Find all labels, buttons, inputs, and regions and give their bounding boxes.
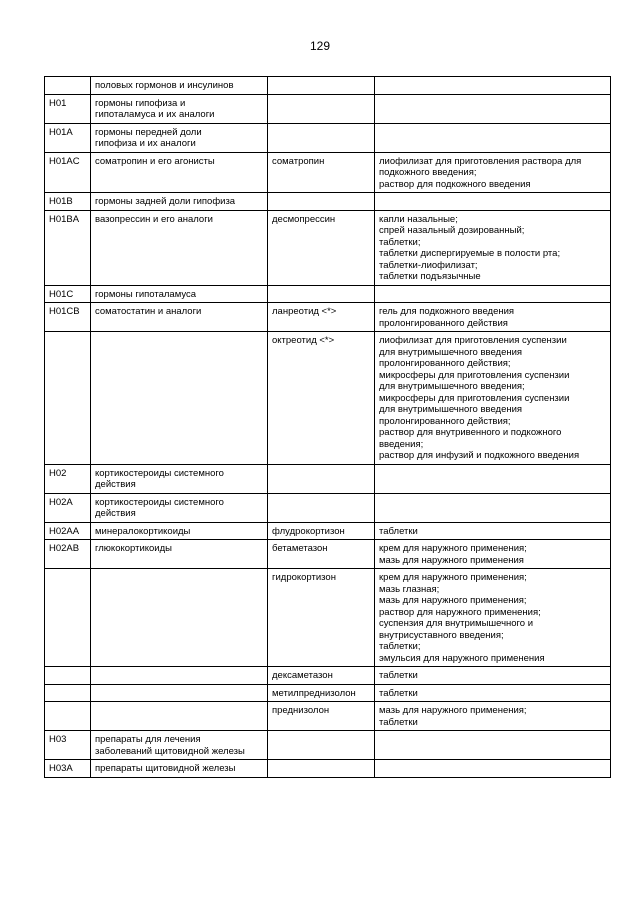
drug-name-cell: десмопрессин xyxy=(268,210,375,285)
table-row xyxy=(45,332,611,465)
dosage-forms-cell xyxy=(375,210,611,285)
drug-name-cell xyxy=(268,123,375,152)
atc-code-cell: H01BA xyxy=(45,210,91,285)
atc-code-cell: H01AC xyxy=(45,152,91,193)
anatomical-group-cell xyxy=(91,684,268,702)
group-text-line: кортикостероиды системного xyxy=(95,496,224,508)
dosage-form-line: спрей назальный дозированный; xyxy=(379,225,525,236)
anatomical-group-cell xyxy=(91,77,268,95)
drug-name-cell: флудрокортизон xyxy=(268,522,375,540)
drug-name-cell: преднизолон xyxy=(268,702,375,731)
dosage-form-line: подкожного введения; xyxy=(379,167,477,178)
dosage-forms-cell xyxy=(375,77,611,95)
atc-code-cell: H01CB xyxy=(45,303,91,332)
group-text-line: соматропин и его агонисты xyxy=(95,155,215,167)
atc-code-cell: H01A xyxy=(45,123,91,152)
dosage-form-line: капли назальные; xyxy=(379,213,458,225)
dosage-forms-cell xyxy=(375,760,611,778)
drug-name-cell: гидрокортизон xyxy=(268,569,375,667)
table-row xyxy=(45,303,611,332)
atc-code-cell: H01C xyxy=(45,285,91,303)
table-row xyxy=(45,522,611,540)
dosage-forms-cell xyxy=(375,522,611,540)
dosage-form-line: пролонгированного действия xyxy=(379,317,508,329)
group-text-line: действия xyxy=(95,508,136,519)
dosage-form-line: гель для подкожного введения xyxy=(379,306,515,317)
dosage-form-line: мазь глазная; xyxy=(379,583,440,595)
dosage-forms-cell xyxy=(375,303,611,332)
table-row xyxy=(45,94,611,123)
medication-table xyxy=(44,76,611,778)
drug-name-cell xyxy=(268,193,375,211)
anatomical-group-cell xyxy=(91,464,268,493)
dosage-form-line: мазь для наружного применения xyxy=(379,554,524,566)
table-row xyxy=(45,152,611,193)
anatomical-group-cell xyxy=(91,332,268,465)
atc-code-cell: H01 xyxy=(45,94,91,123)
atc-code-cell: H02 xyxy=(45,464,91,493)
drug-name-cell: дексаметазон xyxy=(268,667,375,685)
dosage-form-line: таблетки xyxy=(379,670,418,681)
atc-code-cell xyxy=(45,569,91,667)
dosage-forms-cell xyxy=(375,540,611,569)
atc-code-cell xyxy=(45,702,91,731)
dosage-form-line: пролонгированного действия; xyxy=(379,415,511,427)
drug-name-cell xyxy=(268,77,375,95)
dosage-form-line: лиофилизат для приготовления раствора для xyxy=(379,155,582,167)
group-text-line: гормоны задней доли гипофиза xyxy=(95,196,236,207)
drug-name-cell xyxy=(268,760,375,778)
dosage-forms-cell xyxy=(375,667,611,685)
dosage-forms-cell xyxy=(375,493,611,522)
table-row xyxy=(45,702,611,731)
dosage-form-line: таблетки xyxy=(379,525,418,537)
dosage-forms-cell xyxy=(375,152,611,193)
dosage-form-line: мазь для наружного применения; xyxy=(379,595,527,606)
dosage-form-line: для внутримышечного введения; xyxy=(379,381,525,392)
table-row xyxy=(45,760,611,778)
dosage-form-line: таблетки-лиофилизат; xyxy=(379,259,478,271)
dosage-form-line: эмульсия для наружного применения xyxy=(379,652,545,664)
group-text-line: заболеваний щитовидной железы xyxy=(95,745,245,757)
group-text-line: минералокортикоиды xyxy=(95,525,191,537)
atc-code-cell: H03A xyxy=(45,760,91,778)
group-text-line: препараты для лечения xyxy=(95,734,201,745)
dosage-form-line: таблетки; xyxy=(379,641,421,652)
anatomical-group-cell xyxy=(91,152,268,193)
table-row xyxy=(45,193,611,211)
table-row xyxy=(45,667,611,685)
table-row xyxy=(45,731,611,760)
table-row xyxy=(45,210,611,285)
dosage-form-line: введения; xyxy=(379,438,424,450)
anatomical-group-cell xyxy=(91,493,268,522)
table-row xyxy=(45,77,611,95)
group-text-line: гормоны передней доли xyxy=(95,126,202,138)
dosage-form-line: таблетки xyxy=(379,687,418,699)
group-text-line: вазопрессин и его аналоги xyxy=(95,213,213,225)
atc-code-cell: H02A xyxy=(45,493,91,522)
dosage-form-line: раствор для подкожного введения xyxy=(379,178,531,190)
group-text-line: гипоталамуса и их аналоги xyxy=(95,109,215,120)
dosage-forms-cell xyxy=(375,731,611,760)
anatomical-group-cell xyxy=(91,760,268,778)
drug-name-cell: ланреотид <*> xyxy=(268,303,375,332)
page-number: 129 xyxy=(309,39,331,53)
dosage-forms-cell xyxy=(375,94,611,123)
dosage-form-line: внутрисуставного введения; xyxy=(379,629,504,641)
dosage-forms-cell xyxy=(375,702,611,731)
drug-name-cell xyxy=(268,94,375,123)
drug-name-cell xyxy=(268,464,375,493)
dosage-form-line: таблетки подъязычные xyxy=(379,271,481,282)
anatomical-group-cell xyxy=(91,569,268,667)
drug-name-cell: бетаметазон xyxy=(268,540,375,569)
group-text-line: соматостатин и аналоги xyxy=(95,306,202,317)
group-text-line: гормоны гипофиза и xyxy=(95,97,186,109)
group-text-line: препараты щитовидной железы xyxy=(95,763,236,774)
dosage-form-line: раствор для внутривенного и подкожного xyxy=(379,427,562,438)
dosage-form-line: для внутримышечного введения xyxy=(379,404,523,415)
dosage-form-line: крем для наружного применения; xyxy=(379,543,527,554)
dosage-forms-cell xyxy=(375,332,611,465)
dosage-form-line: раствор для наружного применения; xyxy=(379,606,541,618)
dosage-forms-cell xyxy=(375,285,611,303)
group-text-line: гипофиза и их аналоги xyxy=(95,138,196,149)
anatomical-group-cell xyxy=(91,285,268,303)
dosage-form-line: мазь для наружного применения; xyxy=(379,705,527,716)
atc-code-cell: H02AB xyxy=(45,540,91,569)
anatomical-group-cell xyxy=(91,94,268,123)
dosage-form-line: крем для наружного применения; xyxy=(379,572,527,583)
dosage-form-line: таблетки xyxy=(379,716,418,728)
drug-name-cell xyxy=(268,493,375,522)
group-text-line: половых гормонов и инсулинов xyxy=(95,80,234,91)
dosage-form-line: для внутримышечного введения xyxy=(379,346,523,358)
group-text-line: глюкокортикоиды xyxy=(95,543,172,554)
drug-name-cell xyxy=(268,731,375,760)
dosage-form-line: микросферы для приготовления суспензии xyxy=(379,369,570,381)
anatomical-group-cell xyxy=(91,702,268,731)
table-row xyxy=(45,493,611,522)
atc-code-cell xyxy=(45,684,91,702)
table-row xyxy=(45,540,611,569)
drug-name-cell xyxy=(268,285,375,303)
anatomical-group-cell xyxy=(91,731,268,760)
dosage-form-line: суспензия для внутримышечного и xyxy=(379,618,534,629)
group-text-line: кортикостероиды системного xyxy=(95,467,224,479)
anatomical-group-cell xyxy=(91,123,268,152)
dosage-forms-cell xyxy=(375,193,611,211)
atc-code-cell: H01B xyxy=(45,193,91,211)
dosage-form-line: лиофилизат для приготовления суспензии xyxy=(379,335,567,346)
table-row xyxy=(45,569,611,667)
dosage-forms-cell xyxy=(375,123,611,152)
group-text-line: действия xyxy=(95,479,136,490)
table-row xyxy=(45,123,611,152)
anatomical-group-cell xyxy=(91,522,268,540)
drug-name-cell: метилпреднизолон xyxy=(268,684,375,702)
group-text-line: гормоны гипоталамуса xyxy=(95,288,197,300)
anatomical-group-cell xyxy=(91,303,268,332)
table-row xyxy=(45,285,611,303)
drug-name-cell: соматропин xyxy=(268,152,375,193)
table-row xyxy=(45,464,611,493)
dosage-forms-cell xyxy=(375,464,611,493)
dosage-form-line: таблетки; xyxy=(379,236,421,248)
atc-code-cell xyxy=(45,667,91,685)
dosage-form-line: микросферы для приготовления суспензии xyxy=(379,392,570,404)
anatomical-group-cell xyxy=(91,210,268,285)
atc-code-cell xyxy=(45,332,91,465)
anatomical-group-cell xyxy=(91,667,268,685)
dosage-form-line: таблетки диспергируемые в полости рта; xyxy=(379,248,561,259)
anatomical-group-cell xyxy=(91,540,268,569)
dosage-form-line: раствор для инфузий и подкожного введения xyxy=(379,450,580,461)
dosage-form-line: пролонгированного действия; xyxy=(379,358,511,369)
drug-name-cell: октреотид <*> xyxy=(268,332,375,465)
atc-code-cell: H02AA xyxy=(45,522,91,540)
anatomical-group-cell xyxy=(91,193,268,211)
atc-code-cell xyxy=(45,77,91,95)
atc-code-cell: H03 xyxy=(45,731,91,760)
table-row xyxy=(45,684,611,702)
dosage-forms-cell xyxy=(375,569,611,667)
dosage-forms-cell xyxy=(375,684,611,702)
